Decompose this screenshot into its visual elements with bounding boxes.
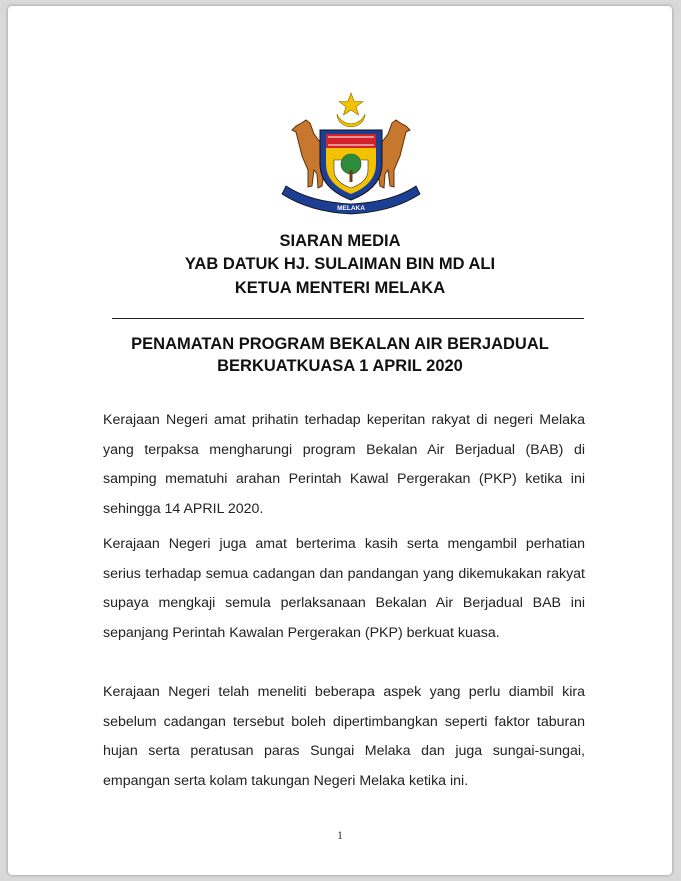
header-line-2: YAB DATUK HJ. SULAIMAN BIN MD ALI bbox=[184, 255, 496, 273]
mousedeer-left-icon bbox=[292, 120, 324, 188]
paragraph-1: Kerajaan Negeri amat prihatin terhadap keperitan rakyat di negeri Melaka yang terpaksa mengharungi program Bekalan Air Berjadual (BAB) di samping mematuhi arahan Perintah Kawal Pergerakan (PKP) ketika ini sehingga 14 APRIL 2020. bbox=[103, 412, 585, 517]
title-line-2: BERKUATKUASA 1 APRIL 2020 bbox=[217, 357, 463, 375]
divider-line bbox=[112, 318, 584, 319]
page-number: 1 bbox=[337, 828, 343, 842]
paragraph-2: Kerajaan Negeri juga amat berterima kasih serta mengambil perhatian serius terhadap semua cadangan dan pandangan yang dikemukakan rakyat supaya mengkaji semula perlaksanaan Bekalan Air Berjadual BAB ini sepanjang Perintah Kawalan Pergerakan (PKP) berkuat kuasa. bbox=[103, 536, 585, 641]
header-line-1: SIARAN MEDIA bbox=[279, 232, 401, 250]
mousedeer-right-icon bbox=[378, 120, 410, 188]
paragraph-3: Kerajaan Negeri telah meneliti beberapa aspek yang perlu diambil kira sebelum cadangan tersebut boleh dipertimbangkan seperti faktor taburan hujan serta peratusan paras Sungai Melaka dan juga sungai-sungai, empangan serta kolam takungan Negeri Melaka ketika ini. bbox=[103, 684, 585, 789]
scroll-text: MELAKA bbox=[337, 205, 365, 212]
crescent-icon bbox=[337, 114, 365, 127]
star-icon bbox=[339, 93, 363, 115]
document-page bbox=[8, 6, 672, 875]
header-line-3: KETUA MENTERI MELAKA bbox=[234, 279, 446, 297]
title-line-1: PENAMATAN PROGRAM BEKALAN AIR BERJADUAL bbox=[131, 335, 549, 353]
melaka-coat-of-arms-icon bbox=[270, 90, 432, 216]
